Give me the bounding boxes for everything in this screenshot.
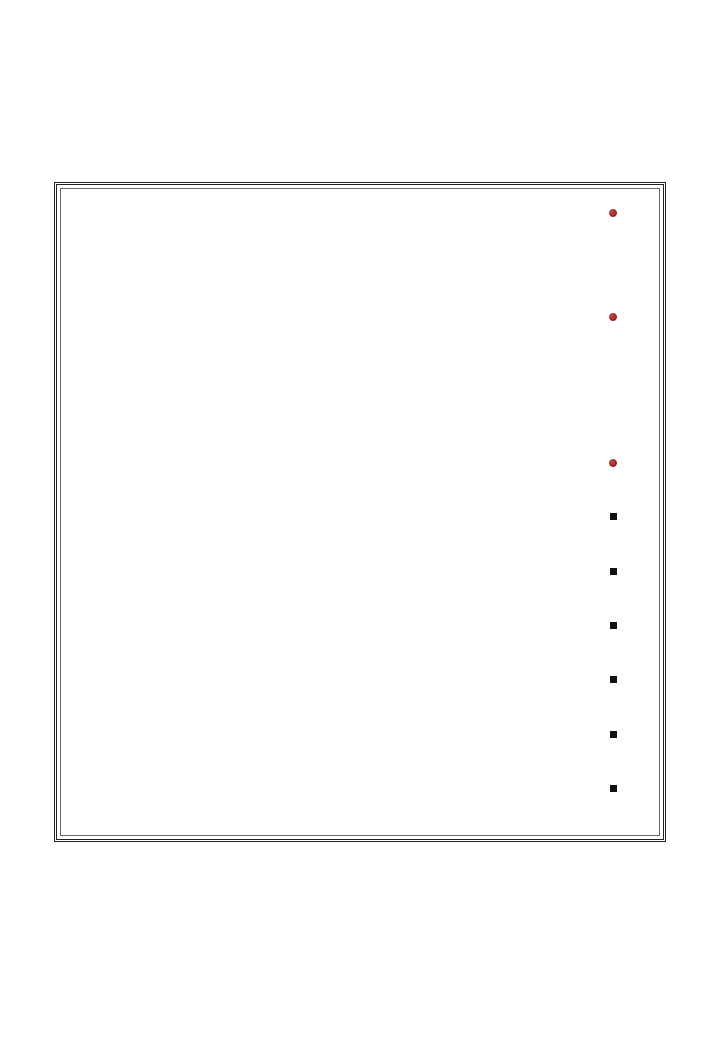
mission-heading bbox=[601, 313, 617, 321]
vision-heading bbox=[601, 209, 617, 217]
value-item bbox=[598, 676, 617, 683]
black-square-bullet-icon bbox=[610, 731, 617, 738]
value-item bbox=[598, 785, 617, 792]
value-item bbox=[598, 622, 617, 629]
value-item bbox=[598, 568, 617, 575]
value-item bbox=[598, 731, 617, 738]
values-heading bbox=[601, 459, 617, 467]
top-wave-ornament bbox=[0, 0, 720, 72]
black-square-bullet-icon bbox=[610, 785, 617, 792]
red-dot-bullet-icon bbox=[609, 459, 617, 467]
value-item bbox=[598, 513, 617, 520]
black-square-bullet-icon bbox=[610, 622, 617, 629]
black-square-bullet-icon bbox=[610, 513, 617, 520]
red-dot-bullet-icon bbox=[609, 313, 617, 321]
bottom-arabesque-ornament bbox=[0, 950, 720, 1040]
red-dot-bullet-icon bbox=[609, 209, 617, 217]
content-frame bbox=[54, 182, 666, 842]
black-square-bullet-icon bbox=[610, 568, 617, 575]
black-square-bullet-icon bbox=[610, 676, 617, 683]
